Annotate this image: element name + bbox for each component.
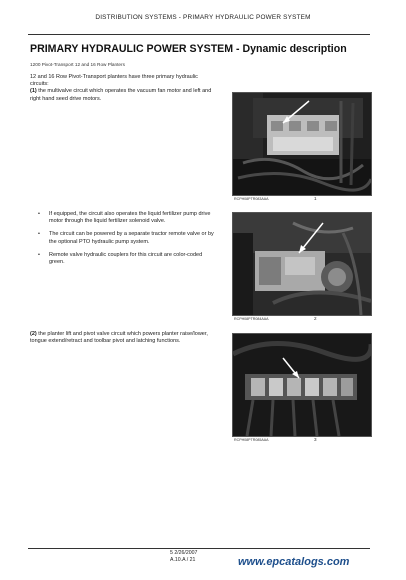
figure-1-image (233, 93, 371, 195)
bullet-marker: • (38, 231, 40, 238)
section-2-text (30, 331, 212, 345)
bullet-marker: • (38, 251, 40, 258)
item-description: the planter lift and pivot valve circuit which powers planter raise/lower, tongue extend/retract and toolbar pivot and latching functions. (30, 331, 208, 345)
section-2-item (30, 331, 212, 345)
figure-3-image (233, 334, 371, 436)
bullet-marker: • (38, 211, 40, 217)
bullet-item (38, 211, 214, 225)
figure-1-caption: RCPH08PTR083AAA (234, 197, 269, 201)
section-1-text (30, 74, 212, 103)
figure-3-photo (232, 333, 372, 437)
page-title: PRIMARY HYDRAULIC POWER SYSTEM - Dynamic description (30, 43, 347, 55)
figure-2-image (233, 213, 371, 315)
bullet-list (38, 211, 214, 272)
section-1-item (30, 88, 212, 102)
figure-3-caption: RCPH08PTR085AAA (234, 438, 269, 442)
header-divider (28, 34, 370, 35)
footer-date: 5 2/26/2007 (170, 550, 198, 556)
bullet-text: Remote valve hydraulic couplers for this circuit are color-coded green. (49, 251, 203, 266)
watermark-link[interactable]: www.epcatalogs.com (238, 556, 350, 568)
bullet-item (38, 252, 214, 266)
item-number: (1) (30, 88, 37, 95)
figure-2-photo (232, 212, 372, 316)
bullet-item (38, 231, 214, 245)
item-number: (2) (30, 331, 37, 337)
figure-1-photo (232, 92, 372, 196)
running-header: DISTRIBUTION SYSTEMS - PRIMARY HYDRAULIC POWER SYSTEM (95, 14, 311, 21)
bullet-text: If equipped, the circuit also operates the liquid fertilizer pump drive motor through the liquid fertilizer solenoid valve. (49, 211, 211, 225)
page-subtitle: 1200 Pivot-Transport 12 and 16 Row Planters (30, 62, 125, 67)
section-1-intro: 12 and 16 Row Pivot-Transport planters have three primary hydraulic circuits: (30, 74, 198, 88)
figure-2-caption: RCPH08PTR084AAA (234, 317, 269, 321)
figure-3-number: 3 (314, 437, 317, 442)
figure-1-number: 1 (314, 196, 317, 201)
bullet-text: The circuit can be powered by a separate tractor remote valve or by the optional PTO hydraulic pump system. (49, 231, 214, 245)
footer-divider (28, 548, 370, 549)
footer-page-ref: A.10.A / 21 (170, 557, 196, 563)
item-description: the multivalve circuit which operates the vacuum fan motor and left and right hand seed drive motors. (30, 88, 212, 102)
figure-2-number: 2 (314, 316, 317, 321)
